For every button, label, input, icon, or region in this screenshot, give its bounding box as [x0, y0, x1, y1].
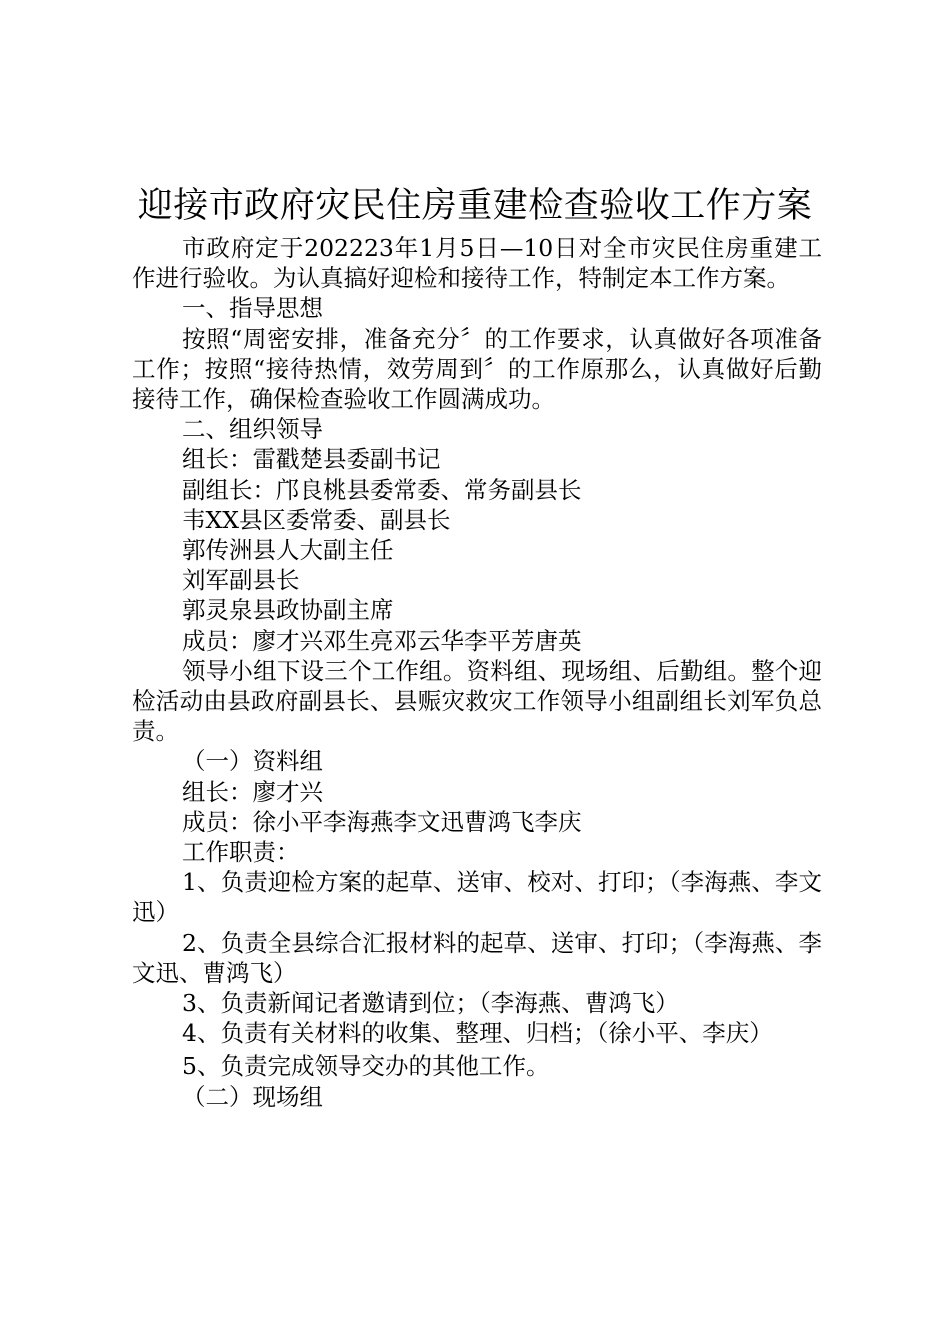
intro-paragraph: 市政府定于202223年1月5日—10日对全市灾民住房重建工作进行验收。为认真搞好迎检和接待工作，特制定本工作方案。 [132, 234, 822, 293]
working-groups-paragraph: 领导小组下设三个工作组。资料组、现场组、后勤组。整个迎检活动由县政府副县长、县赈灾救灾工作领导小组副组长刘军负总责。 [132, 656, 822, 746]
deputy-leader-line-5: 郭灵泉县政协副主席 [182, 596, 394, 625]
deputy-leader-line: 副组长：邝良桃县委常委、常务副县长 [182, 475, 582, 504]
duty-item-3: 3、负责新闻记者邀请到位；（李海燕、曹鸿飞） [182, 989, 679, 1018]
deputy-leader-line-3: 郭传洲县人大副主任 [182, 536, 394, 565]
subsection-heading-materials: （一）资料组 [182, 747, 323, 776]
duties-heading: 工作职责： [182, 838, 300, 867]
leader-line: 组长：雷戳楚县委副书记 [182, 445, 441, 474]
materials-leader-line: 组长：廖才兴 [182, 777, 323, 806]
deputy-leader-line-2: 韦XX县区委常委、副县长 [182, 505, 451, 534]
duty-item-4: 4、负责有关材料的收集、整理、归档；（徐小平、李庆） [182, 1019, 773, 1048]
document-title: 迎接市政府灾民住房重建检查验收工作方案 [137, 186, 813, 226]
deputy-leader-line-4: 刘军副县长 [182, 566, 300, 595]
subsection-heading-onsite: （二）现场组 [182, 1082, 323, 1111]
members-line: 成员：廖才兴邓生亮邓云华李平芳唐英 [182, 626, 582, 655]
guiding-thought-paragraph: 按照“周密安排，准备充分〞的工作要求，认真做好各项准备工作；按照“接待热情，效劳周到〞的工作原那么，认真做好后勤接待工作，确保检查验收工作圆满成功。 [132, 324, 822, 414]
section-heading-guiding-thought: 一、指导思想 [182, 294, 323, 323]
materials-members-line: 成员：徐小平李海燕李文迅曹鸿飞李庆 [182, 807, 582, 836]
duty-item-2: 2、负责全县综合汇报材料的起草、送审、打印；（李海燕、李文迅、曹鸿飞） [132, 928, 822, 987]
duty-item-5: 5、负责完成领导交办的其他工作。 [182, 1052, 550, 1081]
duty-item-1: 1、负责迎检方案的起草、送审、校对、打印；（李海燕、李文迅） [132, 868, 822, 927]
section-heading-organization: 二、组织领导 [182, 415, 323, 444]
document-body [132, 233, 822, 1112]
